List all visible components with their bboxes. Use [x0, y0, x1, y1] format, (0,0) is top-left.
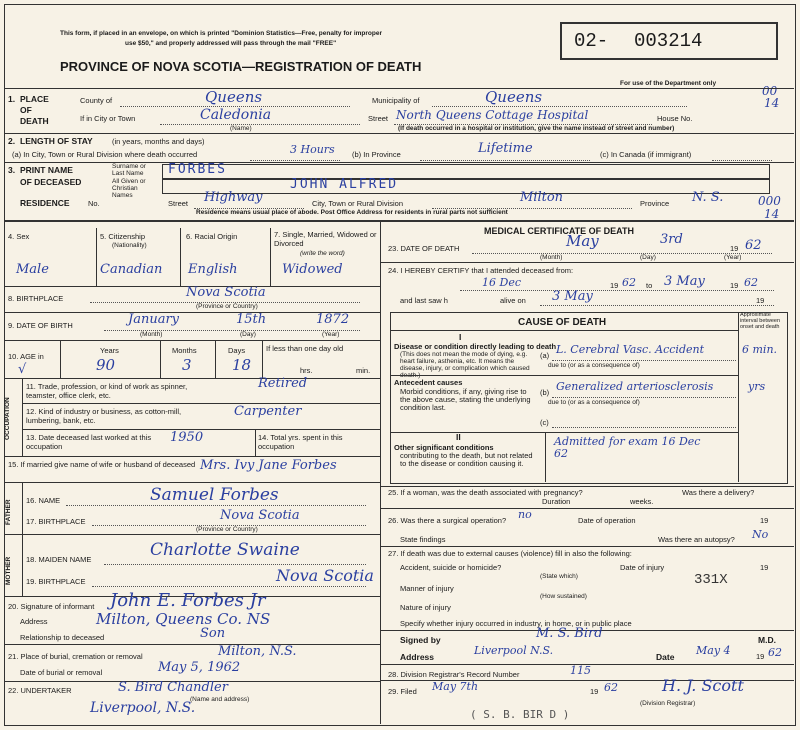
dod-label: 23. DATE OF DEATH [388, 244, 460, 253]
dept-code-2: 000 [758, 194, 781, 208]
spouse-value: Mrs. Ivy Jane Forbes [200, 458, 337, 473]
rule [4, 220, 794, 222]
rule [4, 133, 794, 134]
col-line [545, 432, 546, 482]
residence-note: Residence means usual place of abode. Post Office Address for residents in rural parts not sufficient [196, 209, 508, 216]
mother-maiden-label: 18. MAIDEN NAME [26, 555, 92, 564]
surname-label: Surname or Last Name [112, 163, 146, 177]
name-num: 3. [8, 165, 16, 175]
date-value: May 4 [696, 644, 731, 657]
municipality-value: Queens [485, 88, 543, 106]
col-line [22, 482, 23, 534]
trade-label: 11. Trade, profession, or kind of work as spinner, teamster, office clerk, etc. [26, 382, 188, 400]
manner-label: Manner of injury [400, 584, 454, 593]
city-value: Caledonia [200, 107, 272, 123]
mother-birthplace-line [92, 586, 366, 587]
rule [380, 508, 794, 509]
to-year: 62 [744, 276, 758, 289]
specify-label: Specify whether injury occurred in industry, in home, or in public place [400, 619, 632, 628]
last-worked-value: 1950 [170, 430, 204, 445]
registrar-stamp: ( S. B. BIR D ) [470, 708, 570, 721]
col-line [22, 534, 23, 596]
col-line [262, 340, 263, 378]
street-value: North Queens Cottage Hospital [396, 108, 589, 122]
county-label: County of [80, 96, 113, 105]
birthplace-label: 8. BIRTHPLACE [8, 294, 64, 303]
citizenship-sub: (Nationality) [112, 242, 147, 249]
other-note: contributing to the death, but not related to the disease or condition causing it. [400, 451, 533, 468]
col-line [738, 312, 739, 482]
col-line [160, 340, 161, 378]
racial-value: English [188, 262, 238, 277]
residence-no-label: No. [88, 199, 100, 208]
total-years-label: 14. Total yrs. spent in this occupation [258, 433, 343, 451]
last-worked-label: 13. Date deceased last worked at this occupation [26, 433, 152, 451]
registrar-signature: H. J. Scott [662, 676, 744, 695]
dept-code-1: 00 [762, 84, 778, 98]
op-date-label: Date of operation [578, 516, 636, 525]
stay-c-line [712, 160, 772, 161]
father-birthplace-sub: (Province or Country) [196, 526, 258, 533]
mother-side: MOTHER [5, 556, 12, 585]
form-number-prefix: 02- [574, 30, 609, 52]
surname-box [162, 164, 770, 179]
relationship-label: Relationship to deceased [20, 633, 105, 642]
informant-address-label: Address [20, 617, 48, 626]
dod-year: 62 [745, 238, 762, 253]
citizenship-value: Canadian [100, 262, 163, 277]
woman-label: 25. If a woman, was the death associated with pregnancy? [388, 488, 583, 497]
nature-label: Nature of injury [400, 603, 451, 612]
municipality-label: Municipality of [372, 96, 420, 105]
dob-label: 9. DATE OF BIRTH [8, 321, 73, 330]
years-label: Years [100, 346, 119, 355]
manner-code: 331X [694, 572, 728, 588]
residence-city-label: City, Town or Rural Division [312, 199, 403, 208]
cause-a-interval: 6 min. [742, 343, 778, 356]
father-name-line [66, 505, 366, 506]
attended-from: 16 Dec [482, 276, 521, 289]
cause-a-value: L. Cerebral Vasc. Accident [556, 343, 704, 356]
father-birthplace-value: Nova Scotia [220, 508, 300, 523]
surgery-label: 26. Was there a surgical operation? [388, 516, 507, 525]
injury-date-label: Date of injury [620, 563, 665, 572]
form-title: PROVINCE OF NOVA SCOTIA—REGISTRATION OF DEATH [60, 59, 422, 74]
mother-birthplace-value: Nova Scotia [276, 566, 374, 585]
dob-day: 15th [236, 312, 267, 327]
state-findings-label: State findings [400, 535, 446, 544]
dob-year-sub: (Year) [322, 331, 340, 338]
rule [4, 378, 380, 379]
col-line [60, 340, 61, 378]
undertaker-sub: (Name and address) [190, 696, 250, 703]
alive-line [540, 305, 774, 306]
record-label: 28. Division Registrar's Record Number [388, 670, 520, 679]
alive-on-value: 3 May [552, 289, 593, 304]
address-label: Address [400, 652, 435, 662]
place-label: PLACE OF DEATH [20, 94, 49, 126]
column-divider [380, 220, 381, 724]
occupation-side: OCCUPATION [4, 397, 11, 440]
dod-month: May [566, 232, 599, 250]
record-value: 115 [570, 664, 591, 677]
registrar-caption: (Division Registrar) [640, 700, 696, 707]
age-days: 18 [232, 356, 252, 374]
injury-year-pre: 19 [760, 563, 769, 572]
undertaker-value: S. Bird Chandler [118, 680, 228, 695]
to-label: to [646, 281, 653, 290]
age-label: 10. AGE in [8, 352, 44, 361]
weeks-label: weeks. [630, 497, 654, 506]
municipality-line [432, 106, 687, 107]
form-number: 003214 [634, 30, 703, 52]
hospital-note: (If death occurred in a hospital or institution, give the name instead of street and number) [398, 125, 675, 132]
dod-day: 3rd [660, 232, 683, 247]
burial-place-value: Milton, N.S. [218, 644, 297, 659]
undertaker-label: 22. UNDERTAKER [8, 686, 72, 695]
a-line [552, 360, 736, 361]
mail-notice-2: use $50," and properly addressed will pass through the mail "FREE" [125, 40, 337, 47]
how-sustained: (How sustained) [540, 593, 587, 600]
col-line [96, 228, 97, 286]
sex-label: 4. Sex [8, 232, 30, 241]
racial-label: 6. Racial Origin [186, 232, 238, 241]
mother-maiden-line [104, 564, 366, 565]
to-year-pre: 19 [730, 281, 739, 290]
father-name-label: 16. NAME [26, 496, 61, 505]
given-value: JOHN ALFRED [290, 177, 399, 192]
dob-month: January [128, 312, 180, 327]
rule [380, 546, 794, 547]
cause-b-interval: yrs [748, 380, 766, 393]
mother-maiden-value: Charlotte Swaine [150, 540, 300, 560]
burial-date-value: May 5, 1962 [158, 660, 241, 675]
informant-address: Milton, Queens Co. NS [96, 610, 271, 628]
cause-title: CAUSE OF DEATH [518, 317, 607, 328]
hrs-label: hrs. [300, 366, 313, 375]
rule [22, 403, 380, 404]
alive-on-label: alive on [500, 296, 526, 305]
city-line [160, 124, 360, 125]
sex-value: Male [16, 262, 49, 277]
mail-notice: This form, if placed in an envelope, on which is printed "Dominion Statistics—Free, penalty for improper [60, 30, 382, 37]
due-to-b: due to (or as a consequence of) [548, 399, 640, 406]
c-label: (c) [540, 418, 549, 427]
rule [380, 262, 794, 263]
place-num: 1. [8, 94, 16, 104]
residence-city-value: Milton [520, 190, 564, 205]
residence-label: RESIDENCE [20, 198, 70, 208]
col-line [270, 228, 271, 286]
signed-label: Signed by [400, 635, 441, 645]
stay-note: (in years, months and days) [112, 137, 205, 146]
due-to-a: due to (or as a consequence of) [548, 362, 640, 369]
dod-month-sub: (Month) [540, 254, 563, 261]
less-day-label: If less than one day old [266, 344, 344, 353]
name-caption: (Name) [230, 125, 252, 132]
residence-street-label: Street [168, 199, 189, 208]
rule [390, 330, 738, 331]
rule [390, 432, 738, 433]
marital-sub: (write the word) [300, 250, 345, 257]
from-year: 62 [622, 276, 636, 289]
marital-value: Widowed [282, 262, 343, 277]
duration-label: Duration [542, 497, 571, 506]
burial-place-label: 21. Place of burial, cremation or removal [8, 652, 143, 661]
filed-year: 62 [604, 681, 618, 694]
informant-sig-label: 20. Signature of informant [8, 602, 95, 611]
trade-value: Retired [258, 376, 308, 391]
residence-province-label: Province [640, 199, 670, 208]
dob-month-sub: (Month) [140, 331, 163, 338]
rule [4, 534, 380, 535]
father-side: FATHER [5, 499, 12, 525]
informant-signature: John E. Forbes Jr [110, 590, 266, 611]
stay-c-label: (c) In Canada (if immigrant) [600, 150, 692, 159]
stay-b-value: Lifetime [478, 141, 533, 156]
county-value: Queens [205, 88, 263, 106]
rule [4, 88, 794, 89]
antecedent-label: Antecedent causes [394, 378, 463, 387]
given-label: All Given or Christian Names [112, 178, 146, 199]
dept-use-label: For use of the Department only [620, 80, 717, 87]
medical-title: MEDICAL CERTIFICATE OF DEATH [484, 226, 634, 236]
street-label: Street [368, 114, 389, 123]
stay-b-label: (b) In Province [352, 150, 401, 159]
signed-value: M. S. Bird [536, 626, 603, 641]
name-label-1: PRINT NAME [20, 165, 73, 175]
last-saw-label: and last saw h [400, 296, 448, 305]
stay-a-value: 3 Hours [290, 143, 335, 156]
age-years: 90 [96, 356, 116, 374]
roman-1: I [459, 332, 462, 342]
stay-label: LENGTH OF STAY [20, 136, 93, 146]
min-label: min. [356, 366, 371, 375]
stay-b-line [420, 160, 590, 161]
months-label: Months [172, 346, 197, 355]
cause-b-value: Generalized arteriosclerosis [556, 380, 714, 393]
undertaker-address: Liverpool, N.S. [90, 700, 196, 716]
rule [390, 375, 738, 376]
disease-note: (This does not mean the mode of dying, e.g. heart failure, asthenia, etc. It means the disease, injury, or complication which caused death.) [400, 351, 530, 379]
surgery-value: no [518, 508, 532, 521]
city-label: If in City or Town [80, 114, 136, 123]
other-value: Admitted for exam 16 Dec 62 [554, 435, 701, 460]
col-line [215, 340, 216, 378]
external-label: 27. If death was due to external causes (violence) fill in also the following: [388, 549, 632, 558]
filed-value: May 7th [432, 680, 479, 693]
op-year-pre: 19 [760, 516, 769, 525]
relationship-value: Son [200, 626, 226, 641]
roman-2: II [456, 432, 461, 442]
certify-label: 24. I HEREBY CERTIFY that I attended deceased from: [388, 266, 574, 275]
dod-day-sub: (Day) [640, 254, 656, 261]
industry-value: Carpenter [234, 404, 302, 419]
dob-day-sub: (Day) [240, 331, 256, 338]
name-label-2: OF DECEASED [20, 177, 82, 187]
md-label: M.D. [758, 635, 776, 645]
marital-label: 7. Single, Married, Widowed or Divorced [274, 230, 377, 248]
industry-label: 12. Kind of industry or business, as cotton-mill, lumbering, bank, etc. [26, 407, 182, 425]
address-value: Liverpool N.S. [474, 644, 554, 657]
dob-year: 1872 [316, 312, 350, 327]
antecedent-note: Morbid conditions, if any, giving rise to the above cause, stating the underlying condition last. [400, 387, 531, 412]
date-label: Date [656, 652, 675, 662]
interval-label: Approximate interval between onset and death [740, 312, 781, 330]
dod-year-pre: 19 [730, 244, 739, 253]
days-label: Days [228, 346, 246, 355]
age-months: 3 [182, 356, 192, 374]
b-label: (b) [540, 388, 550, 397]
residence-province-value: N. S. [692, 190, 724, 205]
residence-street-value: Highway [204, 190, 263, 205]
other-label: Other significant conditions [394, 443, 494, 452]
col-line [255, 429, 256, 456]
from-year-pre: 19 [610, 281, 619, 290]
stay-a-label: (a) In City, Town or Rural Division where death occurred [12, 150, 198, 159]
col-line [180, 228, 181, 286]
autopsy-value: No [752, 528, 769, 541]
age-check: √ [18, 362, 27, 377]
stay-num: 2. [8, 136, 16, 146]
rule [4, 456, 380, 457]
burial-date-label: Date of burial or removal [20, 668, 103, 677]
state-which: (State which) [540, 573, 578, 580]
mother-birthplace-label: 19. BIRTHPLACE [26, 577, 86, 586]
rule [4, 644, 380, 645]
filed-year-pre: 19 [590, 687, 599, 696]
dept-code-2b: 14 [764, 207, 780, 221]
col-line [22, 378, 23, 456]
father-name-value: Samuel Forbes [150, 485, 279, 505]
date-year-pre: 19 [756, 652, 765, 661]
delivery-label: Was there a delivery? [682, 488, 755, 497]
surname-value: FORBES [168, 162, 227, 177]
rule [380, 486, 794, 487]
attended-to: 3 May [664, 274, 705, 289]
a-label: (a) [540, 351, 550, 360]
house-label: House No. [657, 114, 693, 123]
alive-year-pre: 19 [756, 296, 765, 305]
birthplace-sub: (Province or Country) [196, 303, 258, 310]
birthplace-value: Nova Scotia [186, 285, 266, 300]
stay-a-line [250, 160, 340, 161]
citizenship-label: 5. Citizenship [100, 232, 146, 241]
disease-label: Disease or condition directly leading to death [394, 342, 557, 351]
dept-code-1b: 14 [764, 96, 780, 110]
filed-label: 29. Filed [388, 687, 417, 696]
date-year: 62 [768, 646, 782, 659]
b-line [552, 397, 736, 398]
dod-year-sub: (Year) [724, 254, 742, 261]
attended-line [460, 290, 774, 291]
accident-label: Accident, suicide or homicide? [400, 563, 502, 572]
autopsy-label: Was there an autopsy? [658, 535, 735, 544]
spouse-label: 15. If married give name of wife or husband of deceased [8, 460, 196, 469]
c-line [552, 427, 736, 428]
father-birthplace-label: 17. BIRTHPLACE [26, 517, 86, 526]
rule [4, 482, 380, 483]
